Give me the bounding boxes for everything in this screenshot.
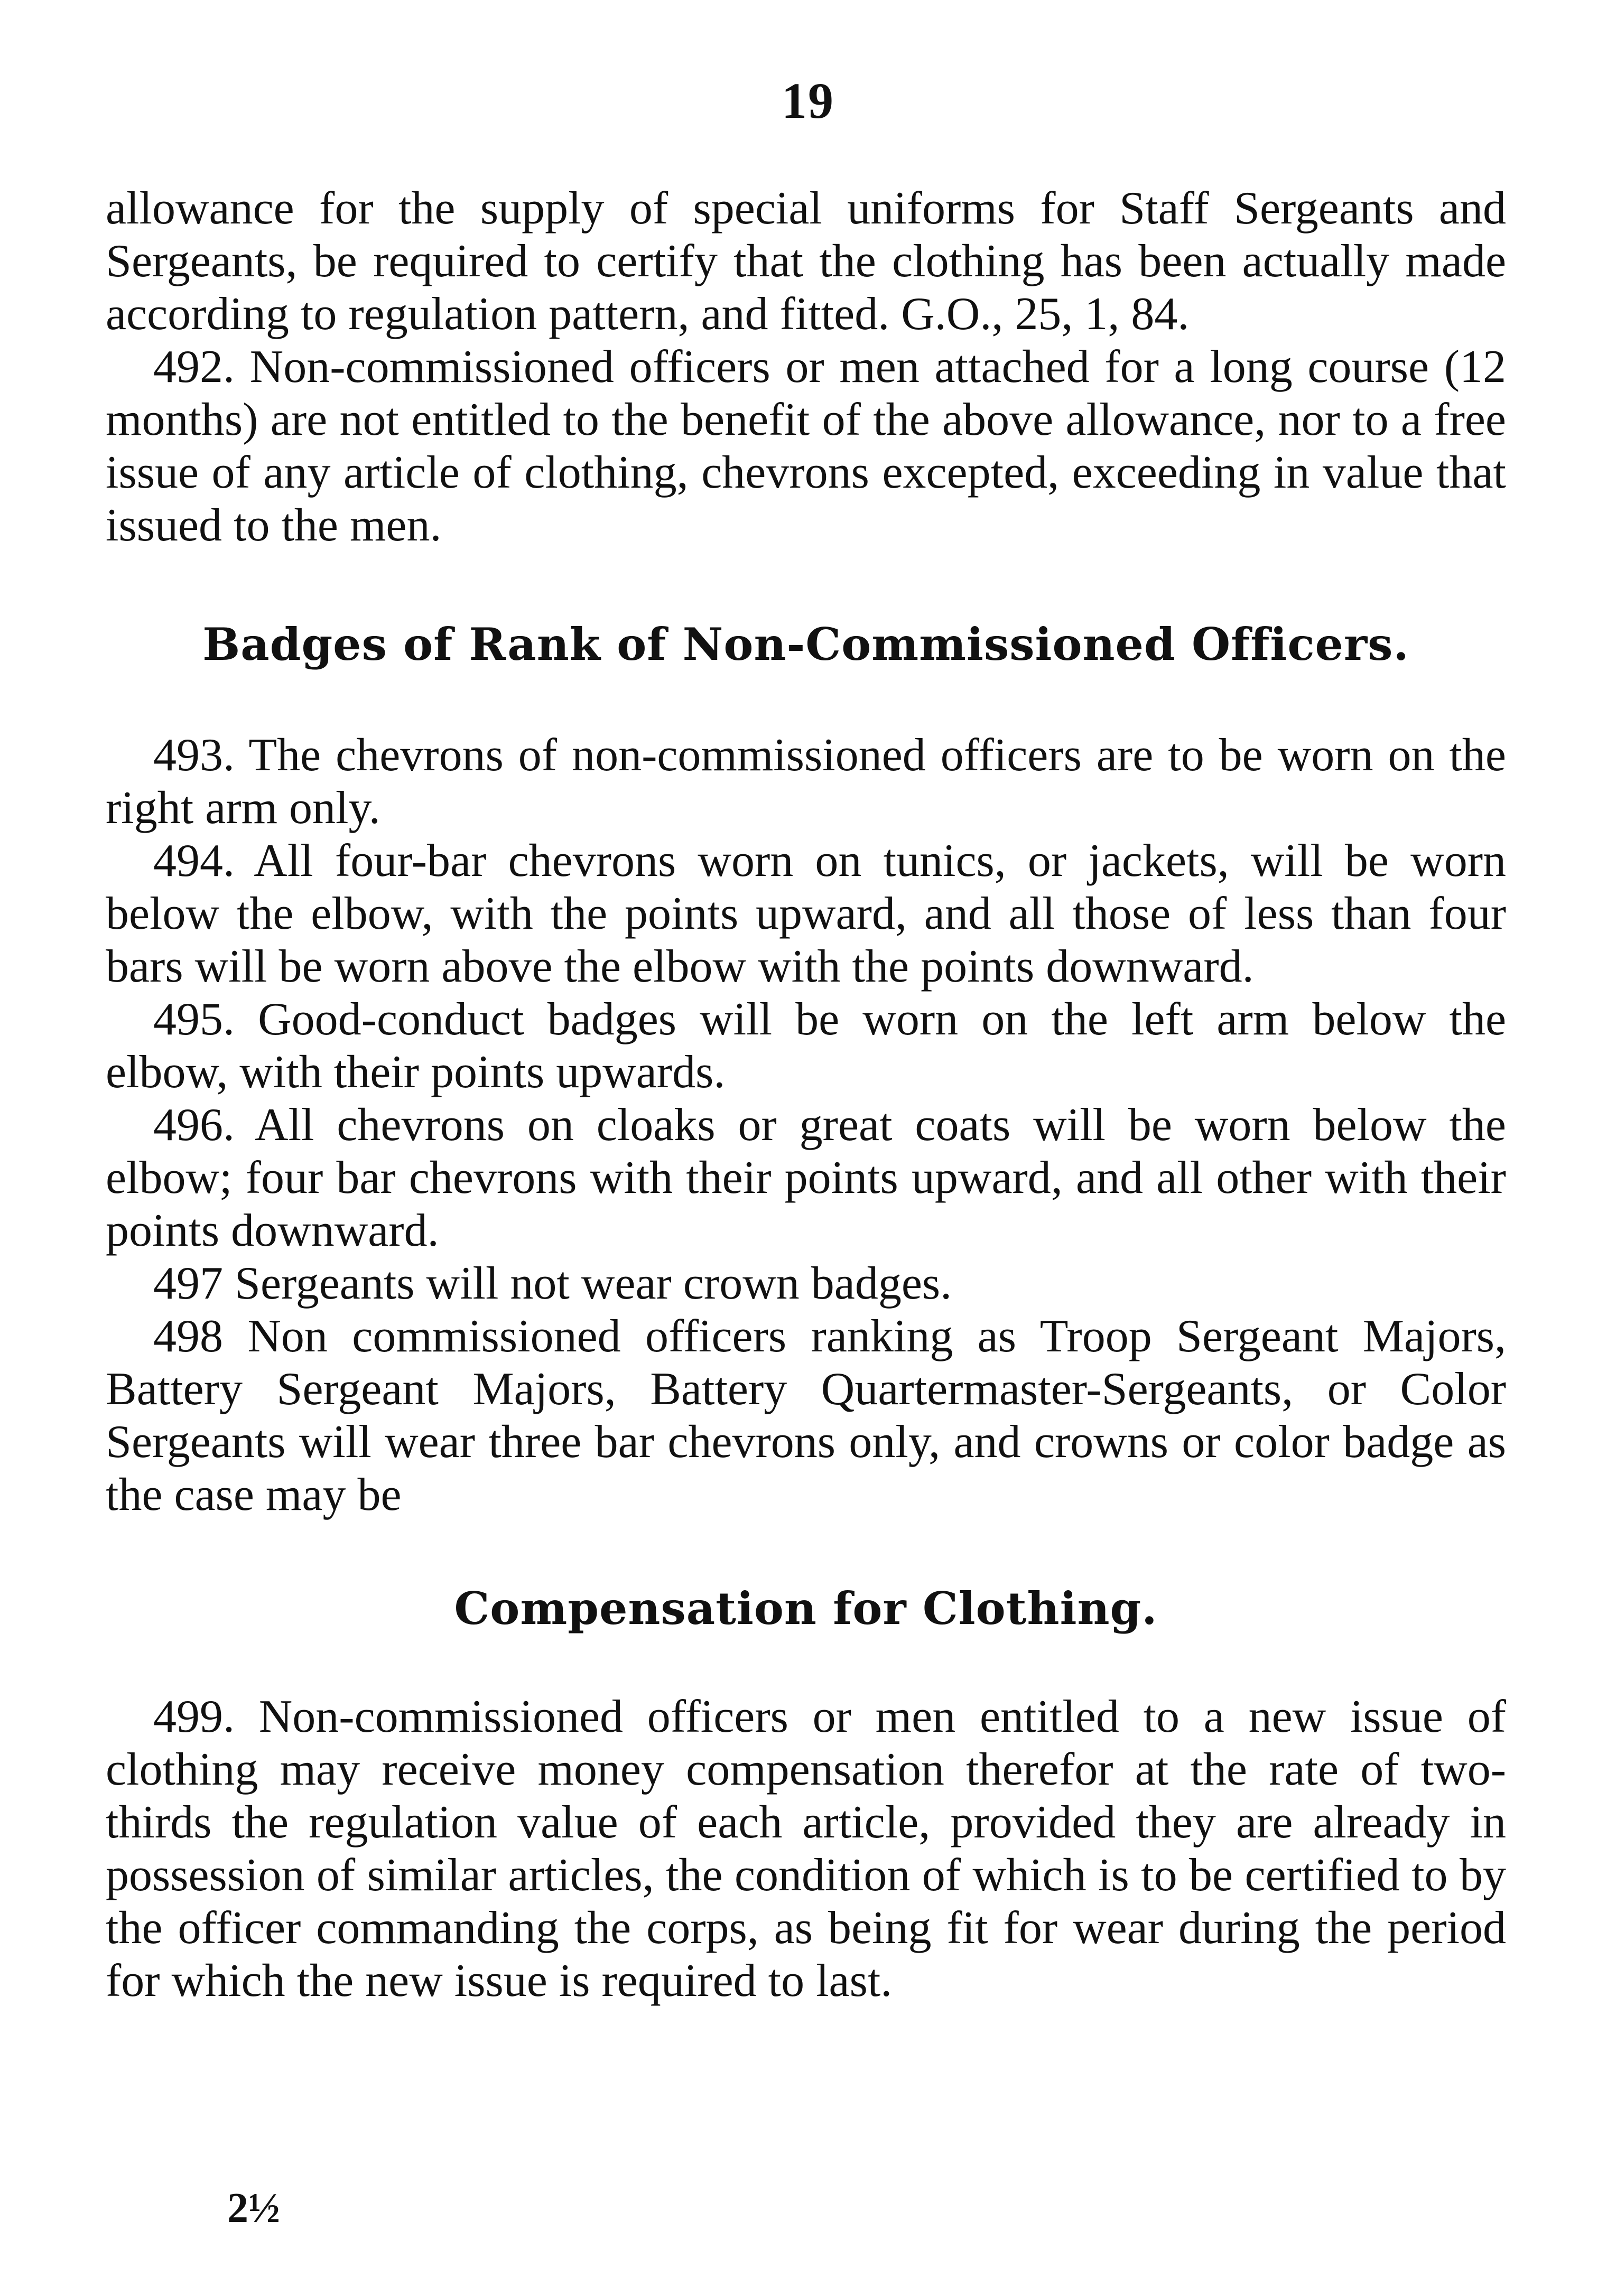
- paragraph-494: 494. All four-bar chevrons worn on tunics, or jackets, will be worn below the elbow, with the points upward, and all those of less than four bars will be worn above the elbow with the points downward.: [106, 835, 1506, 992]
- section-heading-compensation: Compensation for Clothing.: [454, 1582, 1158, 1635]
- paragraph-491-continuation: allowance for the supply of special uniforms for Staff Sergeants and Sergeants, be required to certify that the clothing has been actually made according to regulation pattern, and fitted. G.O., 25, 1, 84.: [106, 183, 1506, 340]
- printer-signature-mark: 2½: [227, 2185, 280, 2232]
- paragraph-495: 495. Good-conduct badges will be worn on the left arm below the elbow, with their points upwards.: [106, 994, 1506, 1098]
- paragraph-499: 499. Non-commissioned officers or men entitled to a new issue of clothing may receive money compensation therefor at the rate of two-thirds the regulation value of each article, provided they are already in possession of similar articles, the condition of which is to be certified to by the officer commanding the corps, as being fit for wear during the period for which the new issue is required to last.: [106, 1691, 1506, 2006]
- page-body: [106, 182, 1506, 2008]
- paragraph-493: 493. The chevrons of non-commissioned officers are to be worn on the right arm only.: [106, 730, 1506, 834]
- section-heading-badges: Badges of Rank of Non-Commissioned Officers.: [202, 618, 1409, 670]
- paragraph-497: 497 Sergeants will not wear crown badges.: [153, 1258, 952, 1309]
- paragraph-492: 492. Non-commissioned officers or men attached for a long course (12 months) are not entitled to the benefit of the above allowance, nor to a free issue of any article of clothing, chevrons excepted, exceeding in value that issued to the men.: [106, 341, 1506, 551]
- paragraph-498: 498 Non commissioned officers ranking as Troop Sergeant Majors, Battery Sergeant Majors, Battery Quartermaster-Sergeants, or Color Sergeants will wear three bar chevrons only, and crowns or color badge as the case may be: [106, 1311, 1506, 1520]
- page-number: 19: [782, 72, 834, 129]
- paragraph-496: 496. All chevrons on cloaks or great coats will be worn below the elbow; four bar chevrons with their points upward, and all other with their points downward.: [106, 1099, 1506, 1256]
